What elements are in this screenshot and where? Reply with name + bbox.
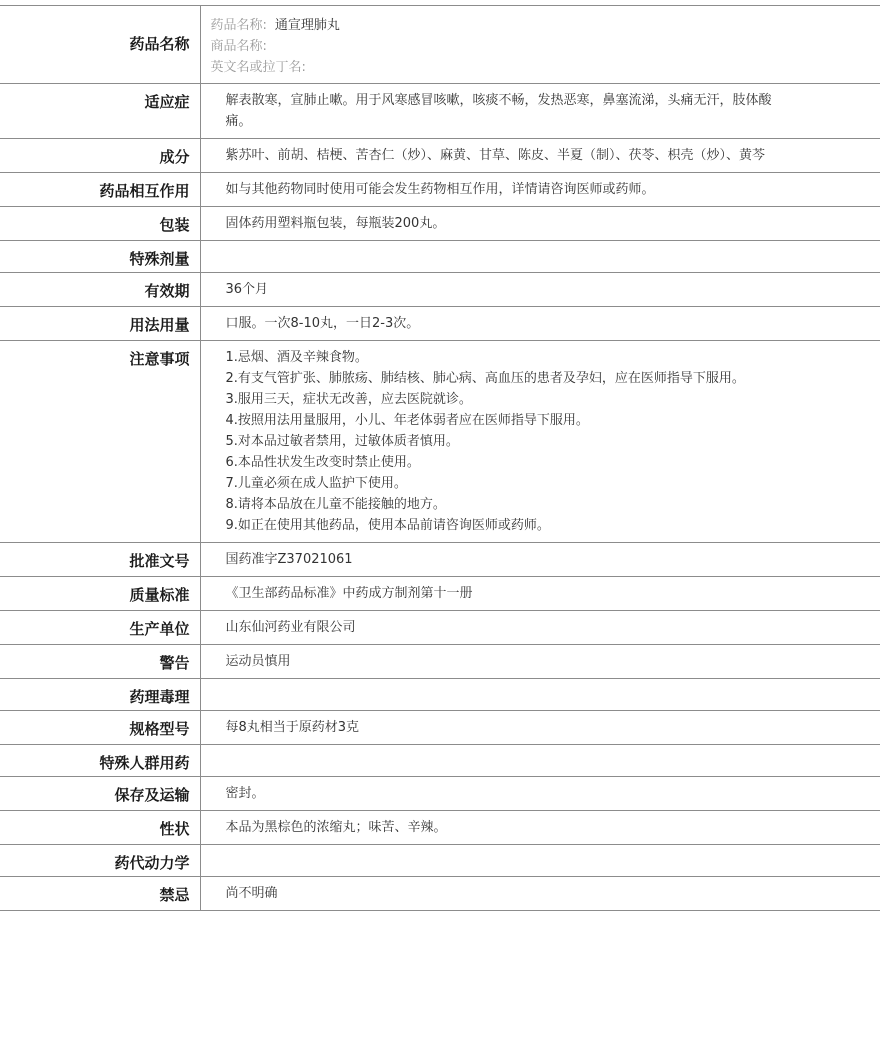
table-row-interactions (0, 173, 880, 207)
row-label: 药理毒理 (0, 679, 200, 711)
approval-number-value: 国药准字Z37021061 (200, 543, 880, 577)
precaution-item: 8.请将本品放在儿童不能接触的地方。 (225, 497, 446, 512)
row-label: 注意事项 (0, 341, 200, 543)
table-row-ingredients (0, 139, 880, 173)
row-label: 特殊人群用药 (0, 745, 200, 777)
row-label: 警告 (0, 645, 200, 679)
table-row-pharmacology (0, 679, 880, 711)
precaution-item: 1.忌烟、酒及辛辣食物。 (225, 350, 368, 365)
interactions-value: 如与其他药物同时使用可能会发生药物相互作用，详情请咨询医师或药师。 (200, 173, 880, 207)
row-label: 特殊剂量 (0, 241, 200, 273)
table-row-manufacturer (0, 611, 880, 645)
manufacturer-value: 山东仙河药业有限公司 (200, 611, 880, 645)
row-label: 适应症 (0, 84, 200, 139)
precaution-item: 3.服用三天，症状无改善，应去医院就诊。 (225, 392, 472, 407)
table-row-warning (0, 645, 880, 679)
table-row-special-population (0, 745, 880, 777)
precaution-item: 5.对本品过敏者禁用，过敏体质者慎用。 (225, 434, 459, 449)
row-label: 药品相互作用 (0, 173, 200, 207)
table-row-special-dosage (0, 241, 880, 273)
warning-value: 运动员慎用 (200, 645, 880, 679)
precaution-item: 6.本品性状发生改变时禁止使用。 (225, 455, 420, 470)
quality-standard-value: 《卫生部药品标准》中药成方制剂第十一册 (200, 577, 880, 611)
table-row-storage (0, 777, 880, 811)
table-row-shelf-life (0, 273, 880, 307)
pharmacokinetics-value (200, 845, 880, 877)
english-name-label: 英文名或拉丁名: (210, 60, 306, 75)
row-label: 禁忌 (0, 877, 200, 911)
row-label: 成分 (0, 139, 200, 173)
usage-value: 口服。一次8-10丸，一日2-3次。 (200, 307, 880, 341)
special-dosage-value (200, 241, 880, 273)
table-row-contraindications (0, 877, 880, 911)
indications-value: 解表散寒，宣肺止嗽。用于风寒感冒咳嗽，咳痰不畅，发热恶寒，鼻塞流涕，头痛无汗，肢体酸痛。 (200, 84, 880, 139)
generic-name-line (211, 15, 871, 36)
storage-value: 密封。 (200, 777, 880, 811)
table-row-approval-number (0, 543, 880, 577)
row-label: 质量标准 (0, 577, 200, 611)
table-row-description (0, 811, 880, 845)
generic-name-label: 药品名称: (210, 18, 267, 33)
special-population-value (200, 745, 880, 777)
generic-name-value: 通宣理肺丸 (274, 18, 340, 33)
table-row-drug-name (0, 6, 880, 84)
specification-value: 每8丸相当于原药材3克 (200, 711, 880, 745)
packaging-value: 固体药用塑料瓶包装，每瓶装200丸。 (200, 207, 880, 241)
ingredients-value: 紫苏叶、前胡、桔梗、苦杏仁（炒）、麻黄、甘草、陈皮、半夏（制）、茯苓、枳壳（炒）、黄芩 (200, 139, 880, 173)
pharmacology-value (200, 679, 880, 711)
drug-name-cell (200, 6, 880, 84)
row-label: 包装 (0, 207, 200, 241)
row-label: 药代动力学 (0, 845, 200, 877)
table-row-packaging (0, 207, 880, 241)
row-label: 性状 (0, 811, 200, 845)
precaution-item: 2.有支气管扩张、肺脓疡、肺结核、肺心病、高血压的患者及孕妇，应在医师指导下服用。 (225, 371, 745, 386)
english-name-line (211, 57, 871, 78)
table-row-pharmacokinetics (0, 845, 880, 877)
table-row-specification (0, 711, 880, 745)
row-label: 药品名称 (0, 6, 200, 84)
precaution-item: 4.按照用法用量服用，小儿、年老体弱者应在医师指导下服用。 (225, 413, 589, 428)
row-label: 有效期 (0, 273, 200, 307)
trade-name-line (211, 36, 871, 57)
row-label: 规格型号 (0, 711, 200, 745)
row-label: 生产单位 (0, 611, 200, 645)
row-label: 批准文号 (0, 543, 200, 577)
trade-name-label: 商品名称: (210, 39, 267, 54)
row-label: 保存及运输 (0, 777, 200, 811)
shelf-life-value: 36个月 (200, 273, 880, 307)
table-row-usage (0, 307, 880, 341)
description-value: 本品为黑棕色的浓缩丸；味苦、辛辣。 (200, 811, 880, 845)
table-row-indications (0, 84, 880, 139)
precaution-item: 9.如正在使用其他药品，使用本品前请咨询医师或药师。 (225, 518, 550, 533)
precautions-value (200, 341, 880, 543)
precaution-item: 7.儿童必须在成人监护下使用。 (225, 476, 407, 491)
table-row-quality-standard (0, 577, 880, 611)
table-row-precautions (0, 341, 880, 543)
contraindications-value: 尚不明确 (200, 877, 880, 911)
row-label: 用法用量 (0, 307, 200, 341)
drug-spec-table (0, 5, 880, 911)
